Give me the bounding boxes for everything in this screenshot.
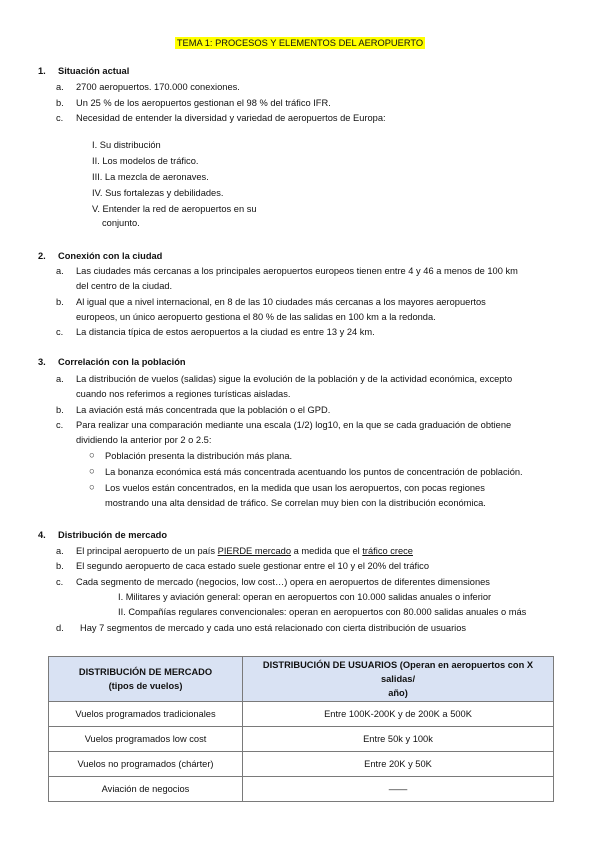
underlined-text: PIERDE mercado	[217, 546, 291, 556]
list-label: b.	[56, 297, 64, 307]
table-cell: ——	[243, 777, 554, 802]
roman-item: IV. Sus fortalezas y debilidades.	[92, 188, 224, 198]
table-row	[49, 702, 554, 727]
list-item-text: Para realizar una comparación mediante una escala (1/2) log10, en la que se cada graduación de obtiene	[76, 420, 512, 430]
list-label: b.	[56, 561, 64, 571]
bullet-text: La bonanza económica está más concentrada acentuando los puntos de concentración de población.	[105, 467, 523, 477]
section-heading-2	[38, 251, 162, 261]
table-header-cell: DISTRIBUCIÓN DE USUARIOS (Operan en aeropuertos con X salidas/ año)	[243, 657, 554, 702]
list-label: a.	[56, 266, 64, 276]
list-item-text: Necesidad de entender la diversidad y variedad de aeropuertos de Europa:	[76, 113, 386, 123]
list-item-text: Un 25 % de los aeropuertos gestionan el 98 % del tráfico IFR.	[76, 98, 331, 108]
list-item-text: europeos, un único aeropuerto gestiona el 80 % de las salidas en 100 km a la redonda.	[76, 312, 436, 322]
list-item-text: El segundo aeropuerto de caca estado suele gestionar entre el 10 y el 20% del tráfico	[76, 561, 429, 571]
list-label: c.	[56, 327, 64, 337]
table-header-row	[49, 657, 554, 702]
table-row	[49, 752, 554, 777]
roman-item-cont: conjunto.	[102, 218, 140, 228]
list-item-text: La distribución de vuelos (salidas) sigue la evolución de la población y de la actividad económica, excepto	[76, 374, 513, 384]
distribution-table	[48, 656, 554, 802]
list-label: c.	[56, 420, 64, 430]
bullet-text: Los vuelos están concentrados, en la medida que usan los aeropuertos, con pocas regiones	[105, 483, 485, 493]
table-cell: Entre 50k y 100k	[243, 727, 554, 752]
list-item-text: La distancia típica de estos aeropuertos a la ciudad es entre 13 y 24 km.	[76, 327, 375, 337]
section-number: 4.	[38, 530, 46, 540]
list-item-text: del centro de la ciudad.	[76, 281, 173, 291]
list-item: b.	[56, 98, 64, 108]
section-heading-3	[38, 357, 186, 367]
list-item-text: dividiendo la anterior por 2 o 2.5:	[76, 435, 212, 445]
list-item-text: cuando nos referimos a regiones turísticas aisladas.	[76, 389, 291, 399]
bullet-icon: ○	[89, 450, 95, 460]
section-title: Conexión con la ciudad	[58, 251, 163, 261]
section-title: Correlación con la población	[58, 357, 186, 367]
bullet-text: Población presenta la distribución más plana.	[105, 451, 293, 461]
table-cell: Vuelos programados low cost	[49, 727, 243, 752]
roman-item: I. Su distribución	[92, 140, 161, 150]
roman-item: V. Entender la red de aeropuertos en su	[92, 204, 257, 214]
bullet-icon: ○	[89, 466, 95, 476]
table-cell: Entre 20K y 50K	[243, 752, 554, 777]
list-item-text: Cada segmento de mercado (negocios, low cost…) opera en aeropuertos de diferentes dimensiones	[76, 577, 490, 587]
table-header-cell: DISTRIBUCIÓN DE MERCADO (tipos de vuelos)	[49, 657, 243, 702]
list-item: c.	[56, 113, 64, 123]
table-cell: Vuelos no programados (chárter)	[49, 752, 243, 777]
section-number: 2.	[38, 251, 46, 261]
title-text: TEMA 1: PROCESOS Y ELEMENTOS DEL AEROPUERTO	[176, 38, 424, 48]
list-item-text: Al igual que a nivel internacional, en 8 de las 10 ciudades más cercanas a los mayores aeropuertos	[76, 297, 486, 307]
list-item-text: El principal aeropuerto de un país PIERDE mercado a medida que el tráfico crece	[76, 546, 413, 556]
table-row	[49, 727, 554, 752]
roman-item: I. Militares y aviación general: operan en aeropuertos con 10.000 salidas anuales o inferior	[118, 592, 492, 602]
list-item-text: La aviación está más concentrada que la población o el GPD.	[76, 405, 331, 415]
list-label: c.	[56, 577, 64, 587]
table-cell: Vuelos programados tradicionales	[49, 702, 243, 727]
roman-item: II. Compañías regulares convencionales: operan en aeropuertos con 80.000 salidas anuales o más	[118, 607, 527, 617]
list-item-text: 2700 aeropuertos. 170.000 conexiones.	[76, 82, 240, 92]
table-cell: Entre 100K-200K y de 200K a 500K	[243, 702, 554, 727]
section-number: 3.	[38, 357, 46, 367]
list-item: a.	[56, 82, 64, 92]
roman-item: III. La mezcla de aeronaves.	[92, 172, 209, 182]
roman-item: II. Los modelos de tráfico.	[92, 156, 199, 166]
table-row	[49, 777, 554, 802]
list-label: b.	[56, 405, 64, 415]
table-cell: Aviación de negocios	[49, 777, 243, 802]
list-label: a.	[56, 374, 64, 384]
section-heading-4	[38, 530, 167, 540]
section-heading-1	[38, 66, 129, 76]
list-item-text: Las ciudades más cercanas a los principales aeropuertos europeos tienen entre 4 y 46 a menos de 100 km	[76, 266, 518, 276]
section-title: Distribución de mercado	[58, 530, 168, 540]
list-label: d.	[56, 623, 64, 633]
list-item-text: Hay 7 segmentos de mercado y cada uno está relacionado con cierta distribución de usuarios	[80, 623, 467, 633]
underlined-text: tráfico crece	[362, 546, 413, 556]
list-label: a.	[56, 546, 64, 556]
document-title	[0, 38, 600, 48]
bullet-text: mostrando una alta densidad de tráfico. Se correlan muy bien con la distribución económica.	[105, 498, 486, 508]
section-title: Situación actual	[58, 66, 130, 76]
section-number: 1.	[38, 66, 46, 76]
bullet-icon: ○	[89, 482, 95, 492]
